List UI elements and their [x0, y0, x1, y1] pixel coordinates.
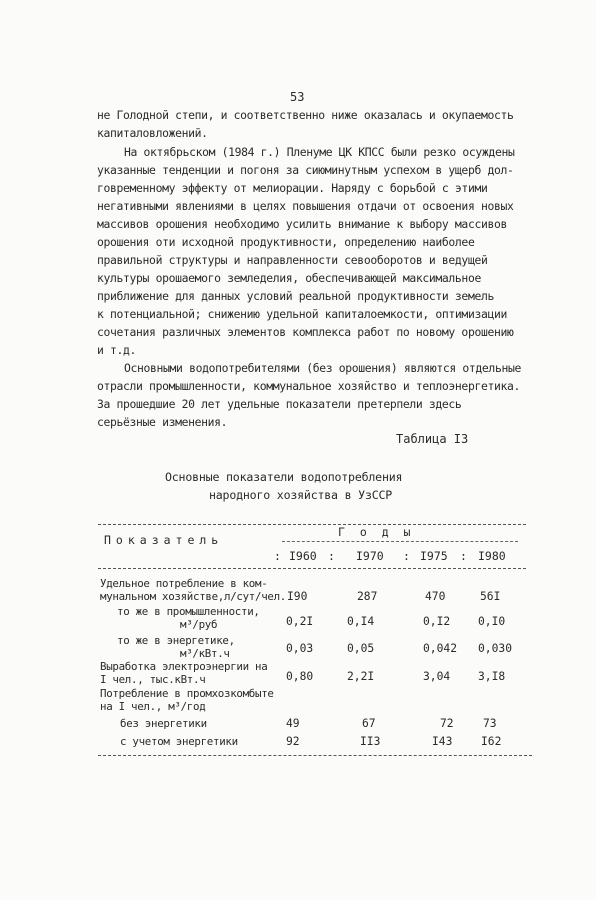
- text-line: не Голодной степи, и соответственно ниже оказалась и окупаемость: [97, 108, 514, 122]
- table-number: Таблица I3: [396, 432, 469, 446]
- table-bottom-rule: [98, 755, 532, 756]
- cell: 2,2I: [347, 670, 375, 683]
- row-label: то же в энергетике,: [117, 634, 235, 647]
- table-subtitle: народного хозяйства в УзССР: [209, 488, 393, 502]
- cell: 92: [286, 735, 300, 748]
- text-line: правильной структуры и направленности севооборотов и ведущей: [97, 253, 488, 267]
- header-years: Г о д ы: [338, 525, 415, 539]
- text-line: орошения оти исходной продуктивности, определению наиболее: [97, 235, 475, 249]
- cell: I43: [432, 735, 453, 748]
- cell: 0,I2: [423, 615, 451, 628]
- cell: 49: [286, 717, 300, 730]
- cell: 72: [440, 717, 454, 730]
- header-year: I970: [356, 549, 384, 563]
- header-sep: :: [403, 549, 410, 563]
- row-label: м³/руб: [180, 618, 218, 631]
- cell: 67: [362, 717, 376, 730]
- cell: I90: [287, 590, 308, 603]
- cell: II3: [360, 735, 381, 748]
- text-line: Основными водопотребителями (без орошения) являются отдельные: [124, 361, 521, 375]
- row-label: Потребление в промхозкомбыте: [100, 687, 274, 700]
- text-line: и т.д.: [97, 343, 137, 357]
- text-line: массивов орошения необходимо усилить внимание к выбору массивов: [97, 217, 507, 231]
- row-label: Выработка электроэнергии на: [100, 660, 268, 673]
- header-sep: :: [274, 549, 281, 563]
- cell: 0,03: [286, 642, 314, 655]
- text-line: сочетания различных элементов комплекса работ по новому орошению: [97, 325, 514, 339]
- row-label: I чел., тыс.кВт.ч: [100, 673, 206, 686]
- row-label: мунальном хозяйстве,л/сут/чел.: [100, 590, 287, 603]
- text-line: приближение для данных условий реальной продуктивности земель: [97, 289, 494, 303]
- row-label: без энергетики: [120, 717, 207, 730]
- text-line: культуры орошаемого земледелия, обеспечивающей максимальное: [97, 271, 481, 285]
- header-indicator: Показатель: [104, 533, 224, 547]
- header-sep: :: [328, 549, 335, 563]
- cell: 0,05: [347, 642, 375, 655]
- row-label: на I чел., м³/год: [100, 700, 206, 713]
- table-title: Основные показатели водопотребления: [165, 470, 403, 484]
- text-line: отрасли промышленности, коммунальное хозяйство и теплоэнергетика.: [97, 379, 521, 393]
- text-line: серьёзные изменения.: [97, 415, 228, 429]
- text-line: указанные тенденции и погоня за сиюминутным успехом в ущерб дол-: [97, 163, 514, 177]
- cell: 0,80: [286, 670, 314, 683]
- text-line: говременному эффекту от мелиорации. Наряду с борьбой с этими: [97, 181, 488, 195]
- cell: 56I: [480, 590, 501, 603]
- text-line: На октябрьском (1984 г.) Пленуме ЦК КПСС были резко осуждены: [124, 145, 515, 159]
- text-line: к потенциальной; снижению удельной капиталоемкости, оптимизации: [97, 307, 507, 321]
- text-line: негативными явлениями в целях повышения отдачи от освоения новых: [97, 199, 514, 213]
- header-year: I960: [289, 549, 317, 563]
- cell: 0,2I: [286, 615, 314, 628]
- row-label: м³/кВт.ч: [180, 647, 230, 660]
- cell: 0,I0: [478, 615, 506, 628]
- cell: 287: [357, 590, 378, 603]
- text-line: капиталовложений.: [97, 126, 208, 140]
- cell: I62: [481, 735, 502, 748]
- row-label: с учетом энергетики: [120, 735, 238, 748]
- text-line: За прошедшие 20 лет удельные показатели претерпели здесь: [97, 397, 462, 411]
- cell: 470: [425, 590, 446, 603]
- cell: 3,04: [423, 670, 451, 683]
- header-years-rule: [282, 541, 518, 542]
- cell: 0,I4: [347, 615, 375, 628]
- cell: 73: [483, 717, 497, 730]
- header-year: I975: [420, 549, 448, 563]
- page-number: 53: [290, 90, 305, 104]
- cell: 0,030: [478, 642, 513, 655]
- row-label: то же в промышленности,: [117, 605, 260, 618]
- table-top-rule: [98, 524, 526, 525]
- row-label: Удельное потребление в ком-: [100, 577, 268, 590]
- cell: 0,042: [423, 642, 458, 655]
- header-bottom-rule: [98, 568, 526, 569]
- header-sep: :: [460, 549, 467, 563]
- cell: 3,I8: [478, 670, 506, 683]
- header-year: I980: [478, 549, 506, 563]
